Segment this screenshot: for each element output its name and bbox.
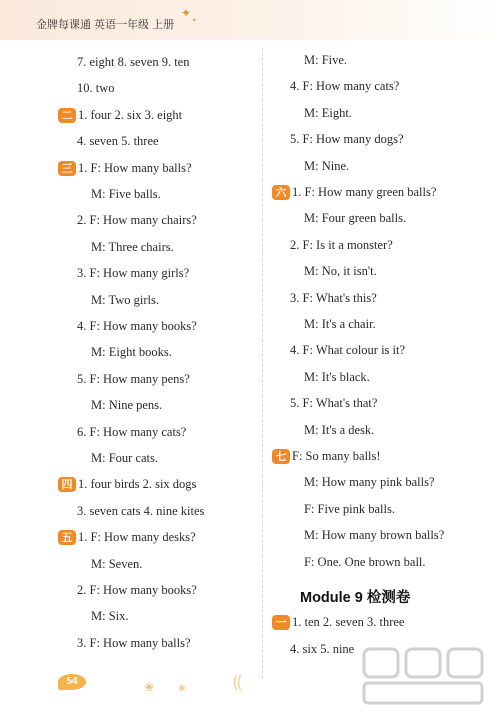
answer-line: 5. F: How many pens? <box>77 371 190 386</box>
answer-line: 4. six 5. nine <box>290 642 355 656</box>
fish-icon: ❀ <box>144 680 155 694</box>
answer-line: M: Three chairs. <box>91 239 174 254</box>
answer-line: 1. F: How many balls? <box>78 160 192 175</box>
book-title: 金牌每课通 英语一年级 上册 <box>36 19 175 31</box>
fish-small-icon: ❀ <box>178 684 186 694</box>
answer-line: F: So many balls! <box>292 449 381 463</box>
module-title: Module 9 检测卷 <box>300 590 411 606</box>
answer-line: M: How many pink balls? <box>304 475 435 490</box>
answer-line: 3. seven cats 4. nine kites <box>77 503 205 518</box>
answer-line: 1. F: How many green balls? <box>292 185 437 199</box>
section-badge: 七 <box>272 449 290 464</box>
answer-line: 4. F: What colour is it? <box>290 343 406 358</box>
answer-line: 5. F: What's that? <box>290 396 378 411</box>
answer-line: 1. ten 2. seven 3. three <box>292 615 405 629</box>
answer-line: M: No, it isn't. <box>304 264 377 279</box>
answer-line: M: Eight books. <box>91 345 172 360</box>
answer-line: 4. seven 5. three <box>77 134 159 149</box>
answer-line: M: It's a desk. <box>304 422 375 437</box>
answer-line: 7. eight 8. seven 9. ten <box>77 55 190 69</box>
answer-line: M: Six. <box>91 609 129 624</box>
answer-line: 1. four 2. six 3. eight <box>78 107 183 122</box>
answer-line: 2. F: Is it a monster? <box>290 237 393 252</box>
star-icon: ✦ <box>181 6 192 20</box>
section-badge: 二 <box>58 108 76 123</box>
section-badge: 四 <box>58 477 76 492</box>
answer-line: 10. two <box>77 81 115 96</box>
answer-line: M: Five balls. <box>91 187 161 201</box>
answer-line: F: One. One brown ball. <box>304 554 426 569</box>
wave-decoration-icon: (( <box>232 672 241 693</box>
answer-line: 3. F: How many girls? <box>77 266 190 281</box>
watermark-stamp-icon <box>360 645 490 707</box>
answer-line: 6. F: How many cats? <box>77 424 187 439</box>
answer-line: M: Five. <box>304 53 348 67</box>
answer-line: 1. four birds 2. six dogs <box>78 477 197 492</box>
answer-line: M: Nine. <box>304 158 350 173</box>
page-number: 54 <box>58 674 86 690</box>
answer-line: 3. F: What's this? <box>290 290 377 305</box>
answer-line: M: Four green balls. <box>304 211 407 226</box>
answer-line: 4. F: How many cats? <box>290 79 400 94</box>
answer-line: 2. F: How many books? <box>77 583 197 597</box>
answer-line: F: Five pink balls. <box>304 501 395 516</box>
section-badge: 五 <box>58 530 76 545</box>
answer-line: M: Eight. <box>304 105 352 120</box>
section-badge: 一 <box>272 615 290 630</box>
answer-line: M: Four cats. <box>91 451 159 465</box>
answer-line: 3. F: How many balls? <box>77 635 191 650</box>
answer-line: 4. F: How many books? <box>77 319 197 333</box>
answer-line: M: Seven. <box>91 556 143 571</box>
column-divider <box>262 48 263 678</box>
answer-line: 2. F: How many chairs? <box>77 213 197 228</box>
dot-icon: • <box>192 16 197 25</box>
answer-line: 5. F: How many dogs? <box>290 132 404 147</box>
answer-line: M: Nine pens. <box>91 398 163 413</box>
answer-line: M: It's black. <box>304 369 370 384</box>
answer-line: M: Two girls. <box>91 292 159 307</box>
section-badge: 三 <box>58 161 76 176</box>
answer-line: M: It's a chair. <box>304 317 376 331</box>
answer-line: M: How many brown balls? <box>304 528 445 543</box>
answer-line: 1. F: How many desks? <box>78 530 196 545</box>
section-badge: 六 <box>272 185 290 200</box>
